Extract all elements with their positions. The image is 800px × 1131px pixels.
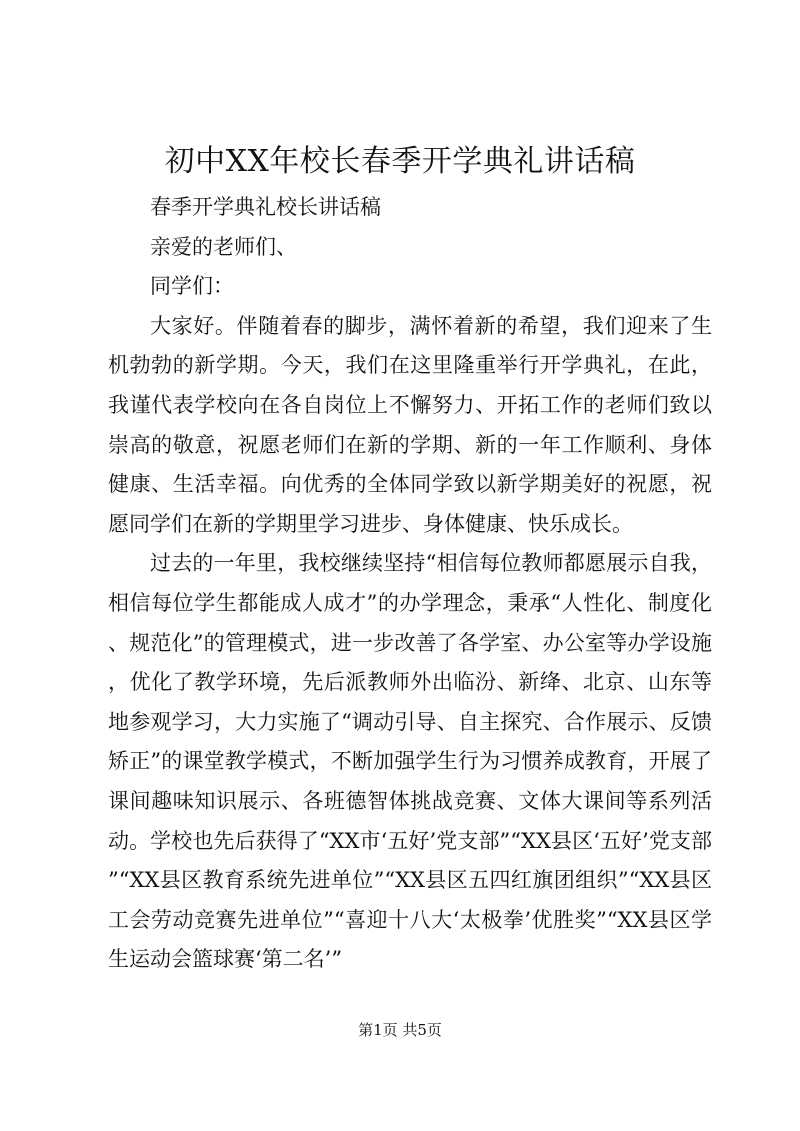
page-footer: 第1页 共5页 (358, 1021, 442, 1039)
body-paragraph-review: 过去的一年里，我校继续坚持“相信每位教师都愿展示自我，相信每位学生都能成人成才”的办学理念，秉承“人性化、制度化、规范化”的管理模式，进一步改善了各学室、办公室等办学设施，优化了教学环境，先后派教师外出临汾、新绛、北京、山东等地参观学习，大力实施了“调动引导、自主探究、合作展示、反馈矫正”的课堂教学模式，不断加强学生行为习惯养成教育，开展了课间趣味知识展示、各班德智体挑战竞赛、文体大课间等系列活动。学校也先后获得了“XX市‘五好’党支部”“XX县区‘五好’党支部”“XX县区教育系统先进单位”“XX县区五四红旗团组织”“XX县区工会劳动竞赛先进单位”“喜迎十八大‘太极拳’优胜奖”“XX县区学生运动会篮球赛‘第二名’” (108, 551, 712, 972)
salutation-students: 同学们： (150, 274, 234, 299)
body-paragraph-greeting: 大家好。伴随着春的脚步，满怀着新的希望，我们迎来了生机勃勃的新学期。今天，我们在这里隆重举行开学典礼，在此，我谨代表学校向在各自岗位上不懈努力、开拓工作的老师们致以崇高的敬意，祝愿老师们在新的学期、新的一年工作顺利、身体健康、生活幸福。向优秀的全体同学致以新学期美好的祝愿，祝愿同学们在新的学期里学习进步、身体健康、快乐成长。 (108, 313, 712, 536)
document-body (108, 188, 712, 980)
subtitle-paragraph: 春季开学典礼校长讲话稿 (150, 195, 381, 219)
salutation-teachers: 亲爱的老师们、 (150, 234, 297, 259)
page-title: 初中XX年校长春季开学典礼讲话稿 (164, 144, 636, 179)
